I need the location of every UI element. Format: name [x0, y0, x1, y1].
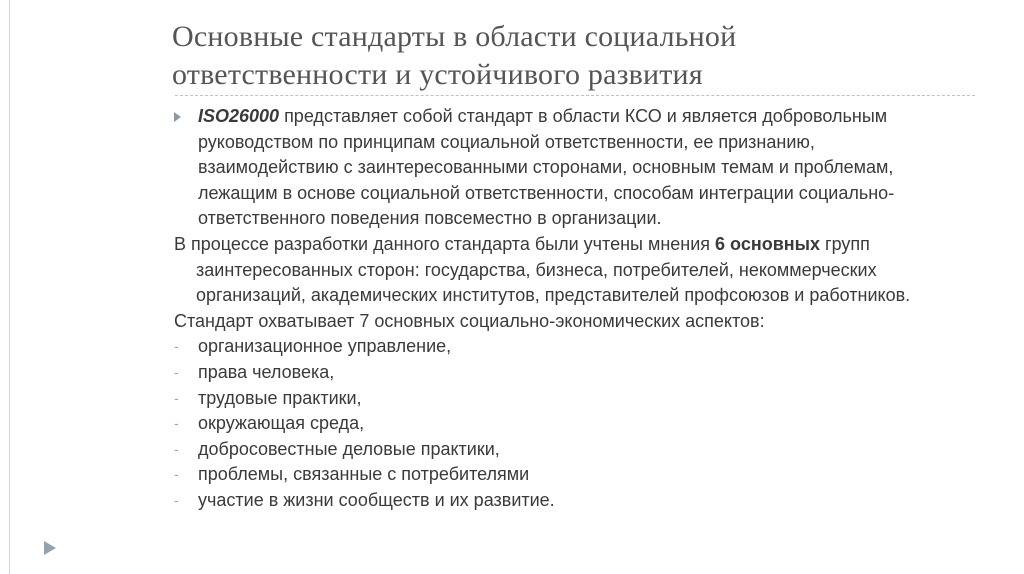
list-item-text: проблемы, связанные с потребителями — [198, 464, 530, 485]
list-item-text: права человека, — [198, 361, 335, 382]
iso-standard-name: ISO26000 — [198, 106, 280, 126]
list-item-text: организационное управление, — [198, 336, 452, 357]
list-item-text: трудовые практики, — [198, 387, 362, 408]
paragraph-iso-text: представляет собой стандарт в области КСО и является добровольным руководством по принципам социальной ответственности, ее признанию, взаимодействию с заинтересованными сторонами, основным темам и проблемам, лежащим в основе социальной ответственности, способам интеграции социально-ответственного поведения повсеместно в организации. — [198, 106, 895, 229]
list-item — [174, 462, 914, 488]
list-item — [174, 488, 914, 514]
dash-marker: - — [174, 363, 179, 380]
dash-marker: - — [174, 415, 179, 432]
paragraph-stakeholders-text-after: групп заинтересованных сторон: государства, бизнеса, потребителей, некоммерческих организаций, академических институтов, представителей профсоюзов и работников. — [196, 233, 911, 306]
dash-marker: - — [174, 389, 179, 406]
list-item — [174, 386, 914, 412]
aspects-list — [174, 334, 914, 513]
triangle-bullet-icon — [174, 112, 181, 122]
slide-title-line1: Основные стандарты в области социальной — [172, 20, 737, 53]
paragraph-iso — [174, 104, 914, 232]
dash-marker: - — [174, 440, 179, 457]
nav-prev-icon[interactable] — [44, 541, 56, 555]
list-item — [174, 411, 914, 437]
list-item — [174, 334, 914, 360]
title-divider — [175, 95, 975, 96]
paragraph-aspects-intro: Стандарт охватывает 7 основных социально-экономических аспектов: — [174, 310, 765, 331]
list-item-text: участие в жизни сообществ и их развитие. — [198, 489, 555, 510]
slide-title — [172, 18, 992, 94]
dash-marker: - — [174, 491, 179, 508]
dash-marker: - — [174, 338, 179, 355]
slide-edge-line — [9, 0, 10, 574]
list-item — [174, 437, 914, 463]
dash-marker: - — [174, 466, 179, 483]
list-item-text: добросовестные деловые практики, — [198, 438, 500, 459]
paragraph-stakeholders-bold: 6 основных — [715, 233, 821, 254]
list-item-text: окружающая среда, — [198, 413, 365, 434]
paragraph-stakeholders — [174, 232, 914, 309]
list-item — [174, 360, 914, 386]
paragraph-stakeholders-text-before: В процессе разработки данного стандарта были учтены мнения — [174, 233, 716, 254]
slide-content — [174, 104, 914, 514]
slide-title-line2: ответственности и устойчивого развития — [172, 58, 703, 91]
